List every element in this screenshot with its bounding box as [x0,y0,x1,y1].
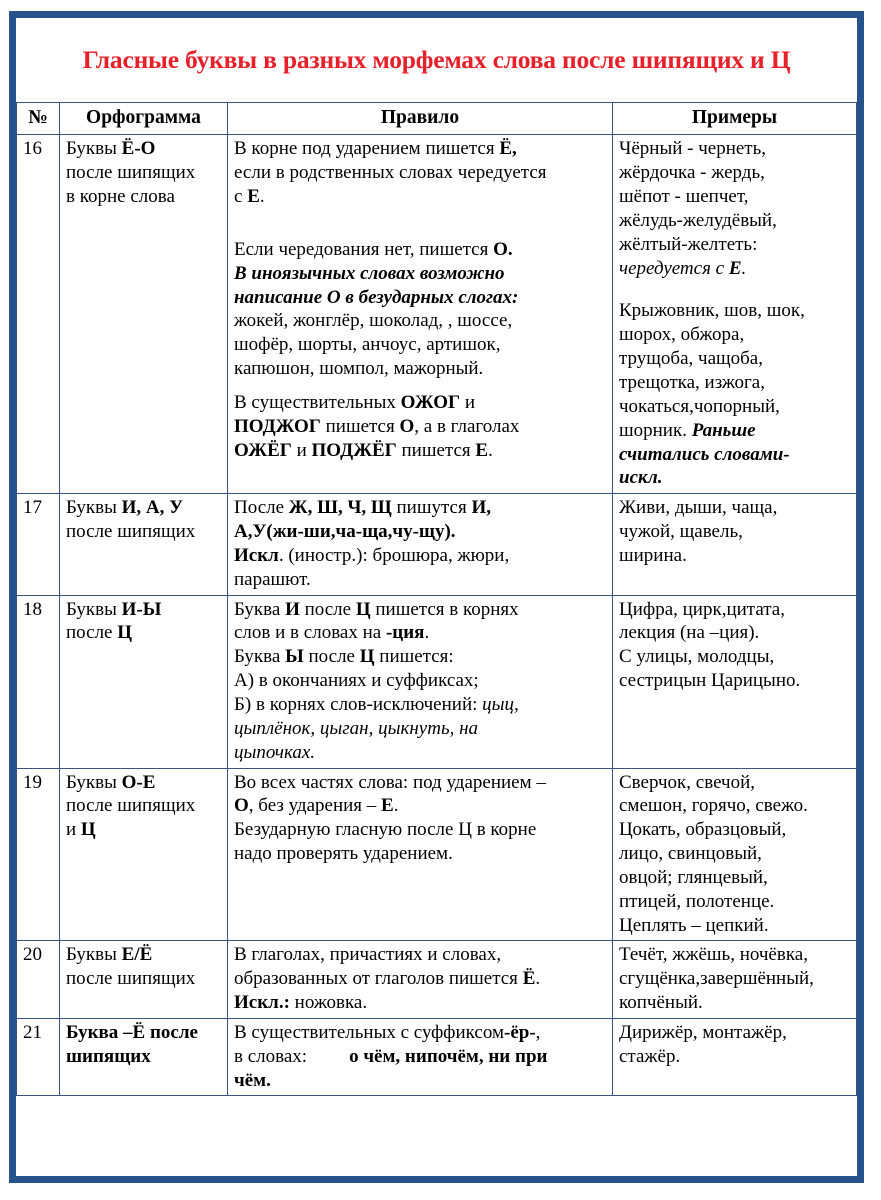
example-line: жёлтый-желтеть: [619,233,758,255]
example-line: чужой, щавель, [619,521,743,543]
text-run-bold: Ц [355,598,371,620]
text-run-bold: И, А, У [121,497,184,519]
text-run-bold: О-Е [121,771,156,793]
orthogram-line [66,818,222,842]
text-run-bold: Искл [234,544,279,566]
text-run: Буквы [66,138,122,160]
row-rule [228,494,613,595]
rule-line: надо проверять ударением. [234,843,453,865]
text-run-bold: Е [728,257,742,279]
example-line: Чёрный - чернеть, [619,138,767,160]
table-row [17,595,857,768]
text-run: Буквы [66,944,122,966]
text-run: слов и в словах на [234,622,386,644]
text-run-bold: . [507,238,513,260]
rule-line [234,991,607,1015]
table-header-row [17,103,857,135]
column-header-examples: Примеры [613,103,857,135]
text-run-bold: , [512,138,517,160]
rule-line [234,496,607,520]
orthogram-line: после шипящих [66,968,196,990]
table-row [17,1018,857,1096]
text-run: после [66,622,118,644]
text-run-bold: Е [381,795,394,817]
rule-line [234,621,607,645]
row-orthogram [60,1018,228,1096]
text-run: . [535,968,541,990]
orthogram-line: Буква –Ё после [66,1021,198,1043]
row-number: 17 [17,494,60,595]
text-run-bold: Искл.: [234,992,290,1014]
row-number: 18 [17,595,60,768]
row-rule [228,768,613,941]
example-line: сгущёнка,завершённый, [619,968,814,990]
text-run: пишется [320,415,400,437]
text-run: пишется в корнях [370,598,519,620]
example-line: копчёный. [619,992,703,1014]
orthogram-line: после шипящих [66,521,196,543]
example-line [619,419,851,443]
text-run-bold: -ёр- [504,1021,536,1043]
text-run-bold: ПОДЖЁГ [311,439,397,461]
rule-line [234,693,607,717]
text-run: В существительных с суффиксом [234,1021,505,1043]
rule-line: А,У(жи-ши,ча-ща,чу-щу). [234,521,456,543]
text-run: Буква [234,646,286,668]
rule-line: жокей, жонглёр, шоколад, , шоссе, [234,310,513,332]
text-run: Буквы [66,598,122,620]
text-run: В существительных [234,392,401,414]
orthogram-line [66,598,222,622]
title-band [16,18,857,102]
text-run: , [535,1021,541,1043]
column-header-number: № [17,103,60,135]
text-run-bold: Ж, Ш, Ч, Щ [288,497,392,519]
column-header-orthogram: Орфограмма [60,103,228,135]
example-line: Цеплять – цепкий. [619,914,769,936]
text-run: в словах: [234,1045,308,1067]
text-run: и [291,439,312,461]
example-line: стажёр. [619,1045,681,1067]
text-run-bold: Ё-О [121,138,156,160]
example-spacer [619,280,851,299]
text-run-bold: И, [471,497,491,519]
text-run-bold: ПОДЖОГ [234,415,321,437]
orthogram-line [66,137,222,161]
example-line: шёпот - шепчет, [619,186,749,208]
text-run: . [424,622,430,644]
example-line: Крыжовник, шов, шок, [619,300,805,322]
text-run-bold: О [399,415,415,437]
row-examples [613,135,857,494]
text-run: и [66,819,81,841]
example-line: трущоба, чащоба, [619,348,763,370]
example-line: сестрицын Царицыно. [619,670,801,692]
text-run-bold: о чём, нипочём, ни при [349,1045,548,1067]
rule-line: капюшон, шомпол, мажорный. [234,358,484,380]
text-run-bold: И [285,598,300,620]
text-run: и [460,392,476,414]
text-run: Если чередования нет, пишется [234,238,494,260]
text-run: шорник. [619,419,692,441]
example-line: искл. [619,467,663,489]
rule-line [234,645,607,669]
rule-line [234,137,607,161]
row-number: 16 [17,135,60,494]
orthogram-line [66,943,222,967]
orthogram-line [66,621,222,645]
example-line: жёлудь-желудёвый, [619,209,777,231]
example-line: птицей, полотенце. [619,890,775,912]
rule-line: написание О в безударных слогах: [234,286,519,308]
text-run: После [234,497,289,519]
row-orthogram [60,941,228,1019]
example-line: Живи, дыши, чаща, [619,497,778,519]
row-examples [613,494,857,595]
text-run-bold: Ц [359,646,375,668]
row-rule [228,595,613,768]
row-examples [613,595,857,768]
example-line: ширина. [619,544,687,566]
page-title: Гласные буквы в разных морфемах слова после шипящих и Ц [82,44,791,74]
text-run: пишется: [374,646,454,668]
text-run: образованных от глаголов пишется [234,968,523,990]
rule-line [234,1021,607,1045]
text-run: с [234,186,248,208]
example-line: Дирижёр, монтажёр, [619,1021,787,1043]
text-run: В корне под ударением пишется [234,138,500,160]
text-run-italic: цыц, [482,693,519,715]
text-run-bold: -ция [385,622,425,644]
row-examples [613,768,857,941]
example-line: Цокать, образцовый, [619,819,787,841]
example-line: лекция (на –ция). [619,622,760,644]
text-run: , без ударения – [248,795,382,817]
rule-line: если в родственных словах чередуется [234,162,547,184]
row-number: 21 [17,1018,60,1096]
text-run-bold: Ы [285,646,304,668]
text-run: . [741,257,747,279]
text-run: Буквы [66,497,122,519]
example-line: жёрдочка - жердь, [619,162,765,184]
example-line: Сверчок, свечой, [619,771,756,793]
text-run-bold: ОЖОГ [400,392,461,414]
example-line: овцой; глянцевый, [619,866,768,888]
text-run: . [393,795,399,817]
text-run-bold: Е [247,186,260,208]
table-row [17,768,857,941]
text-run: ножовка. [289,992,368,1014]
rule-line: цыплёнок, цыган, цыкнуть, на [234,717,479,739]
text-run-bold: Ц [117,622,133,644]
text-run-bold: О [234,795,249,817]
text-run: , а в глаголах [414,415,520,437]
text-run: Буквы [66,771,122,793]
rule-line [234,794,607,818]
example-line: трещотка, изжога, [619,372,765,394]
row-orthogram [60,494,228,595]
table-row [17,941,857,1019]
example-line: Цифра, цирк,цитата, [619,598,785,620]
row-number: 20 [17,941,60,1019]
example-line: смешон, горячо, свежо. [619,795,808,817]
text-run: пишется [396,439,476,461]
example-line: считались словами- [619,443,790,465]
rule-line [234,238,607,262]
rule-line: парашют. [234,568,311,590]
row-orthogram [60,595,228,768]
rule-line [234,1045,607,1069]
rule-line: В глаголах, причастиях и словах, [234,944,502,966]
text-run-bold-italic: Раньше [691,419,756,441]
text-run: . [488,439,493,461]
text-run: Буква [234,598,286,620]
text-run: после [303,646,360,668]
row-examples [613,941,857,1019]
row-rule [228,1018,613,1096]
rule-line [234,439,607,463]
rule-line: чём. [234,1069,271,1091]
text-run: . [259,186,265,208]
orthogram-line: в корне слова [66,186,175,208]
rule-line [234,544,607,568]
example-line [619,257,851,281]
text-run-bold: Е [475,439,489,461]
orthogram-line [66,771,222,795]
rule-spacer [234,209,607,228]
rule-line [234,598,607,622]
example-line: лицо, свинцовый, [619,843,762,865]
table-row [17,494,857,595]
text-run-bold: О [493,238,508,260]
orthogram-line: шипящих [66,1045,151,1067]
text-run-bold: И-Ы [121,598,162,620]
rule-spacer [234,381,607,391]
example-line: С улицы, молодцы, [619,646,775,668]
text-run: чередуется с [619,257,729,279]
rule-line: шофёр, шорты, анчоус, артишок, [234,334,501,356]
rule-spacer [234,228,607,238]
text-run-bold: Е/Ё [121,944,153,966]
rule-line [234,391,607,415]
text-run: . (иностр.): брошюра, жюри, [278,544,510,566]
orthogram-line [66,496,222,520]
example-line: шорох, обжора, [619,324,745,346]
text-run-bold: Ц [80,819,96,841]
text-run-bold: ОЖЁГ [234,439,292,461]
rule-line: Во всех частях слова: под ударением – [234,771,546,793]
row-examples [613,1018,857,1096]
rule-line: А) в окончаниях и суффиксах; [234,670,479,692]
row-rule [228,135,613,494]
page-frame [9,11,864,1183]
row-rule [228,941,613,1019]
table-row [17,135,857,494]
text-run-bold: Ё [499,138,513,160]
text-run-bold: Ё [522,968,536,990]
orthography-rules-table [16,102,857,1096]
rule-line: цыпочках. [234,741,316,763]
example-line: Течёт, жжёшь, ночёвка, [619,944,808,966]
row-number: 19 [17,768,60,941]
text-run: Б) в корнях слов-исключений: [234,693,483,715]
rule-line: Безударную гласную после Ц в корне [234,819,537,841]
rule-line [234,185,607,209]
orthogram-line: после шипящих [66,162,196,184]
orthogram-line: после шипящих [66,795,196,817]
example-line: чокаться,чопорный, [619,395,780,417]
rule-line [234,415,607,439]
text-run: пишутся [391,497,472,519]
rule-line [234,967,607,991]
text-run: после [299,598,356,620]
row-orthogram [60,768,228,941]
column-header-rule: Правило [228,103,613,135]
page-content [16,18,857,1176]
row-orthogram [60,135,228,494]
rule-line: В иноязычных словах возможно [234,262,505,284]
